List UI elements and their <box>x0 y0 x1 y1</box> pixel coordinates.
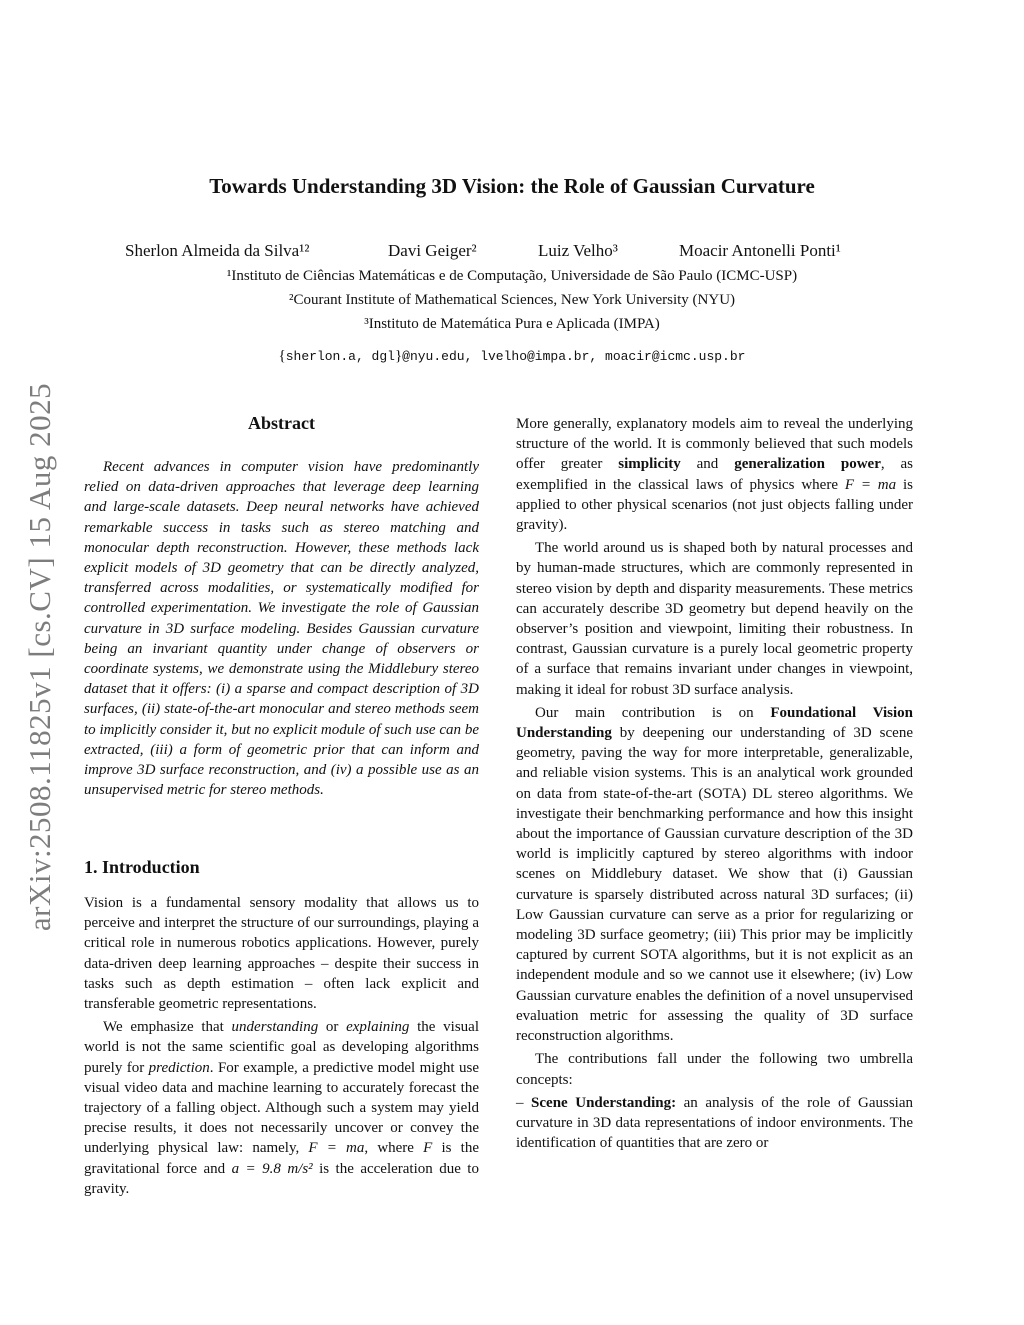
author-3: Luiz Velho³ <box>538 241 618 260</box>
abstract-text: Recent advances in computer vision have predominantly relied on data-driven approaches that leverage deep learning and large-scale datasets. Deep neural networks have achieved remarkable success in tasks such as stereo matching and monocular depth reconstruction. However, these methods lack explicit models of 3D geometry that can be directly analyzed, transferred across modalities, or systematically modified for controlled experimentation. We investigate the role of Gaussian curvature in 3D surface modeling. Besides Gaussian curvature being an invariant quantity under change of observers or coordinate systems, we demonstrate using the Middlebury stereo dataset that it offers: (i) a sparse and compact description of 3D surfaces, (ii) state-of-the-art monocular and stereo methods seem to implicitly consider it, but no explicit module of such use can be extracted, (iii) a form of geometric prior that can inform and improve 3D surface reconstruction, and (iv) a possible use as an unsupervised metric for stereo methods. <box>84 459 479 799</box>
email-group: sherlon.a, dgl <box>285 349 395 364</box>
email-close-brace: } <box>394 348 403 364</box>
introduction-body <box>84 893 479 1199</box>
right-paragraph-5: – Scene Understanding: an analysis of the role of Gaussian curvature in 3D data representations of indoor environments. The identification of quantities that are zero or <box>516 1094 914 1152</box>
equation-gravity: a = 9.8 m/s² <box>231 1160 313 1177</box>
abstract-heading: Abstract <box>248 413 315 433</box>
paper-title: Towards Understanding 3D Vision: the Role of Gaussian Curvature <box>209 174 815 198</box>
affiliation-1: ¹Instituto de Ciências Matemáticas e de Computação, Universidade de São Paulo (ICMC-USP) <box>226 268 798 284</box>
affiliation-3: ³Instituto de Matemática Pura e Aplicada (IMPA) <box>364 316 660 332</box>
email-velho: lvelho@impa.br, <box>480 349 598 364</box>
equation-f-ma-2: F = ma <box>844 476 897 493</box>
right-paragraph-1: More generally, explanatory models aim to reveal the underlying structure of the world. It is commonly believed that such models offer greater simplicity and generalization power, as exemplified in the classical laws of physics where F = ma is applied to other physical scenarios (not just objects falling under gravity). <box>516 416 913 534</box>
symbol-f: F <box>423 1140 433 1157</box>
right-paragraph-2: The world around us is shaped both by natural processes and by human-made structures, which are commonly represented in stereo vision by depth and disparity measurements. These metrics can accurately describe 3D geometry but depend heavily on the observer’s position and viewpoint, limiting their robustness. In contrast, Gaussian curvature is a purely local geometric property of a surface that remains invariant under changes in viewpoint, making it ideal for robust 3D surface analysis. <box>516 540 913 698</box>
author-2: Davi Geiger² <box>388 241 477 260</box>
right-column-body <box>516 414 913 1153</box>
equation-f-ma: F = ma <box>308 1140 365 1157</box>
introduction-heading: 1. Introduction <box>84 857 200 877</box>
email-domain: @nyu.edu, <box>402 349 473 364</box>
author-4: Moacir Antonelli Ponti¹ <box>679 241 841 260</box>
arxiv-identifier: arXiv:2508.11825v1 [cs.CV] 15 Aug 2025 <box>22 382 57 932</box>
email-ponti: moacir@icmc.usp.br <box>605 349 746 364</box>
author-1: Sherlon Almeida da Silva¹² <box>125 241 310 260</box>
author-emails <box>0 348 1024 365</box>
right-paragraph-3: Our main contribution is on Foundational Vision Understanding by deepening our understanding of 3D scene geometry, paving the way for more interpretable, generalizable, and reliable vision systems. This is an analytical work grounded on data from state-of-the-art (SOTA) DL stereo algorithms. We investigate their benchmarking performance and how this insight about the importance of Gaussian curvature description of the 3D world is implicitly captured by stereo algorithms with indoor scenes on Middlebury dataset. We show that (i) Gaussian curvature is sparsely distributed across natural 3D surfaces; (ii) Low Gaussian curvature can serve as a prior for regularizing or modeling 3D surface geometry; (iii) This prior may be implicitly captured by current SOTA algorithms, but it is not explicit as an independent module and so we cannot use it elsewhere; (iv) Low Gaussian curvature enables the definition of a novel unsupervised evaluation metric for assessing the quality of 3D surface reconstruction algorithms. <box>516 704 913 1045</box>
email-open-brace: { <box>278 348 286 364</box>
affiliation-2: ²Courant Institute of Mathematical Sciences, New York University (NYU) <box>288 292 736 308</box>
right-paragraph-4: The contributions fall under the following two umbrella concepts: <box>516 1051 913 1088</box>
intro-paragraph-2: We emphasize that understanding or explaining the visual world is not the same scientific goal as developing algorithms purely for prediction. For example, a predictive model might use visual video data and machine learning to accurately forecast the trajectory of a falling object. Although such a system may yield precise results, it does not necessarily uncover or convey the underlying physical law: namely, F = ma, where F is the gravitational force and a = 9.8 m/s² is the acceleration due to gravity. <box>84 1019 480 1197</box>
intro-paragraph-1: Vision is a fundamental sensory modality that allows us to perceive and interpret the structure of our surroundings, playing a critical role in numerous robotics applications. However, purely data-driven deep learning approaches – despite their success in tasks such as depth estimation – often lack explicit and transferable geometric representations. <box>84 895 479 1013</box>
